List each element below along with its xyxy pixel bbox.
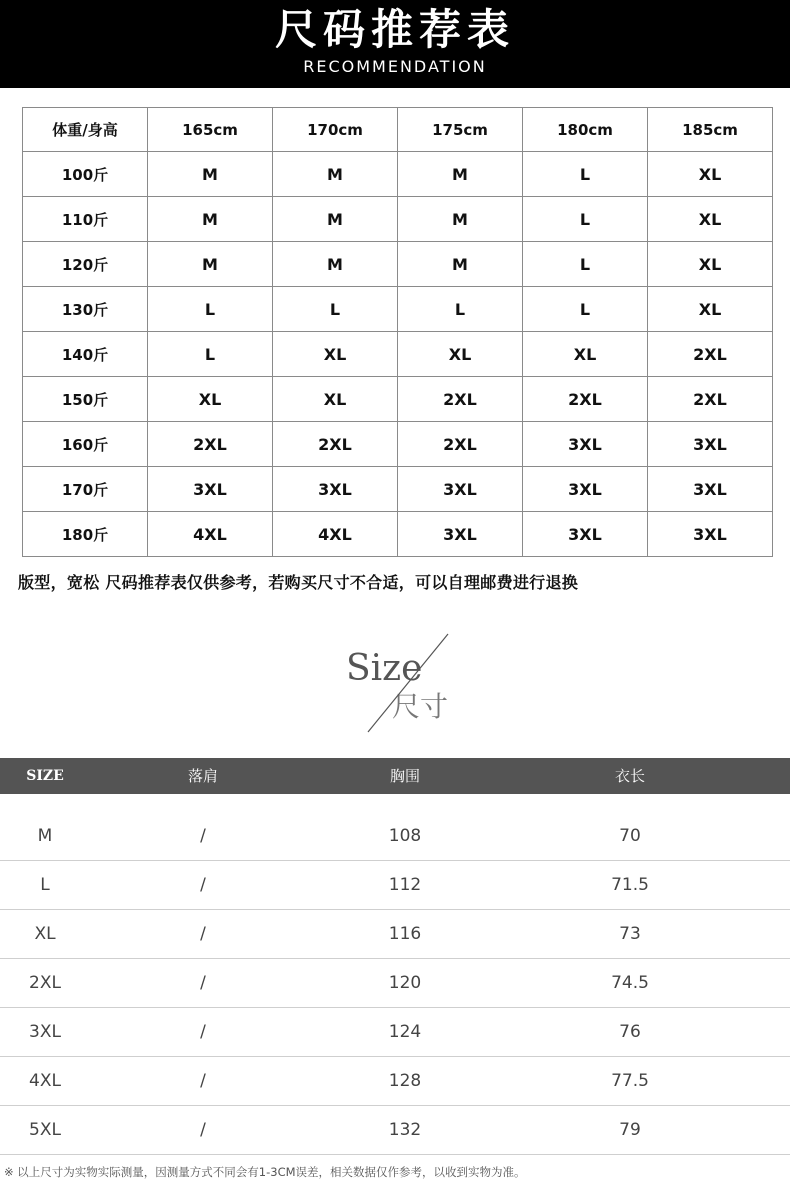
- measurement-row: [0, 959, 790, 1008]
- rec-size-cell: XL: [523, 332, 648, 377]
- rec-size-cell: L: [148, 287, 273, 332]
- header-size: SIZE: [26, 768, 64, 784]
- logo-text-zh: 尺寸: [392, 690, 449, 723]
- rec-header-cell: 170cm: [273, 108, 398, 152]
- m-shoulder-cell: /: [200, 1022, 206, 1042]
- measurement-row: [0, 910, 790, 959]
- m-chest-cell: 124: [388, 1022, 422, 1042]
- rec-size-cell: 4XL: [273, 512, 398, 557]
- rec-size-cell: M: [148, 152, 273, 197]
- rec-size-cell: 2XL: [398, 422, 523, 467]
- rec-size-cell: L: [523, 287, 648, 332]
- rec-size-cell: M: [398, 152, 523, 197]
- rec-size-cell: 3XL: [648, 467, 773, 512]
- header-length: 衣长: [614, 767, 646, 785]
- m-size-cell: M: [37, 826, 53, 846]
- m-size-cell: XL: [34, 924, 56, 944]
- rec-size-cell: L: [398, 287, 523, 332]
- m-chest-cell: 116: [388, 924, 422, 944]
- rec-weight-cell: 130斤: [23, 287, 148, 332]
- rec-size-cell: 2XL: [398, 377, 523, 422]
- size-recommendation-table: [22, 107, 773, 557]
- m-shoulder-cell: /: [200, 875, 206, 895]
- rec-size-cell: 2XL: [648, 377, 773, 422]
- logo-text-en: Size: [346, 648, 423, 689]
- rec-size-cell: 3XL: [523, 422, 648, 467]
- measurement-footnote: ※ 以上尺寸为实物实际测量，因测量方式不同会有1-3CM误差，相关数据仅作参考，以收到实物为准。: [4, 1165, 526, 1179]
- measurement-row: [0, 812, 790, 861]
- rec-size-cell: L: [523, 152, 648, 197]
- m-chest-cell: 132: [388, 1120, 422, 1140]
- m-chest-cell: 128: [388, 1071, 422, 1091]
- m-shoulder-cell: /: [200, 973, 206, 993]
- rec-size-cell: 3XL: [523, 467, 648, 512]
- header-shoulder: 落肩: [187, 767, 219, 785]
- rec-size-cell: 3XL: [523, 512, 648, 557]
- header-chest: 胸围: [389, 767, 421, 785]
- rec-size-cell: M: [148, 197, 273, 242]
- rec-size-cell: 3XL: [148, 467, 273, 512]
- rec-weight-cell: 120斤: [23, 242, 148, 287]
- m-length-cell: 77.5: [611, 1071, 649, 1091]
- m-length-cell: 70: [619, 826, 641, 846]
- rec-size-cell: M: [273, 197, 398, 242]
- rec-header-cell: 体重/身高: [23, 108, 148, 152]
- m-chest-cell: 112: [388, 875, 422, 895]
- rec-header-cell: 180cm: [523, 108, 648, 152]
- m-length-cell: 71.5: [611, 875, 649, 895]
- m-chest-cell: 120: [388, 973, 422, 993]
- rec-weight-cell: 100斤: [23, 152, 148, 197]
- rec-row: [23, 242, 773, 287]
- m-size-cell: 4XL: [29, 1071, 61, 1091]
- rec-weight-cell: 160斤: [23, 422, 148, 467]
- m-length-cell: 74.5: [611, 973, 649, 993]
- rec-size-cell: XL: [648, 197, 773, 242]
- rec-size-cell: XL: [648, 287, 773, 332]
- rec-size-cell: 3XL: [398, 512, 523, 557]
- measurement-table-header: [0, 758, 790, 794]
- m-length-cell: 73: [619, 924, 641, 944]
- rec-row: [23, 287, 773, 332]
- banner-subtitle: RECOMMENDATION: [303, 57, 487, 76]
- rec-size-cell: M: [273, 152, 398, 197]
- rec-row: [23, 377, 773, 422]
- banner-title: 尺码推荐表: [274, 5, 515, 54]
- size-logo: [340, 628, 460, 738]
- rec-size-cell: XL: [148, 377, 273, 422]
- rec-row: [23, 512, 773, 557]
- rec-size-cell: 3XL: [648, 512, 773, 557]
- m-shoulder-cell: /: [200, 1120, 206, 1140]
- rec-header-row: [23, 108, 773, 152]
- rec-size-cell: XL: [648, 242, 773, 287]
- m-chest-cell: 108: [388, 826, 422, 846]
- measurement-row: [0, 1106, 790, 1155]
- rec-size-cell: L: [148, 332, 273, 377]
- fit-note: 版型，宽松 尺码推荐表仅供参考，若购买尺寸不合适，可以自理邮费进行退换: [18, 573, 579, 592]
- rec-size-cell: 2XL: [648, 332, 773, 377]
- m-shoulder-cell: /: [200, 826, 206, 846]
- rec-row: [23, 422, 773, 467]
- m-shoulder-cell: /: [200, 1071, 206, 1091]
- rec-header-cell: 175cm: [398, 108, 523, 152]
- rec-size-cell: L: [523, 197, 648, 242]
- rec-size-cell: M: [398, 197, 523, 242]
- rec-weight-cell: 150斤: [23, 377, 148, 422]
- rec-size-cell: M: [398, 242, 523, 287]
- rec-size-cell: L: [523, 242, 648, 287]
- rec-size-cell: 2XL: [523, 377, 648, 422]
- rec-size-cell: M: [148, 242, 273, 287]
- rec-size-cell: 3XL: [648, 422, 773, 467]
- rec-row: [23, 467, 773, 512]
- measurement-row: [0, 1057, 790, 1106]
- rec-row: [23, 152, 773, 197]
- m-shoulder-cell: /: [200, 924, 206, 944]
- rec-size-cell: 2XL: [148, 422, 273, 467]
- rec-size-cell: 3XL: [273, 467, 398, 512]
- rec-size-cell: 3XL: [398, 467, 523, 512]
- rec-weight-cell: 110斤: [23, 197, 148, 242]
- rec-header-cell: 165cm: [148, 108, 273, 152]
- rec-size-cell: XL: [398, 332, 523, 377]
- m-length-cell: 79: [619, 1120, 641, 1140]
- rec-header-cell: 185cm: [648, 108, 773, 152]
- m-size-cell: 3XL: [29, 1022, 61, 1042]
- m-length-cell: 76: [619, 1022, 641, 1042]
- m-size-cell: L: [40, 875, 50, 895]
- rec-size-cell: XL: [648, 152, 773, 197]
- rec-size-cell: 2XL: [273, 422, 398, 467]
- rec-size-cell: L: [273, 287, 398, 332]
- rec-size-cell: M: [273, 242, 398, 287]
- rec-row: [23, 197, 773, 242]
- rec-weight-cell: 180斤: [23, 512, 148, 557]
- rec-size-cell: XL: [273, 377, 398, 422]
- measurement-row: [0, 861, 790, 910]
- rec-weight-cell: 170斤: [23, 467, 148, 512]
- rec-row: [23, 332, 773, 377]
- rec-size-cell: 4XL: [148, 512, 273, 557]
- rec-size-cell: XL: [273, 332, 398, 377]
- header-banner: [0, 0, 790, 88]
- m-size-cell: 2XL: [29, 973, 61, 993]
- rec-weight-cell: 140斤: [23, 332, 148, 377]
- m-size-cell: 5XL: [29, 1120, 61, 1140]
- measurement-row: [0, 1008, 790, 1057]
